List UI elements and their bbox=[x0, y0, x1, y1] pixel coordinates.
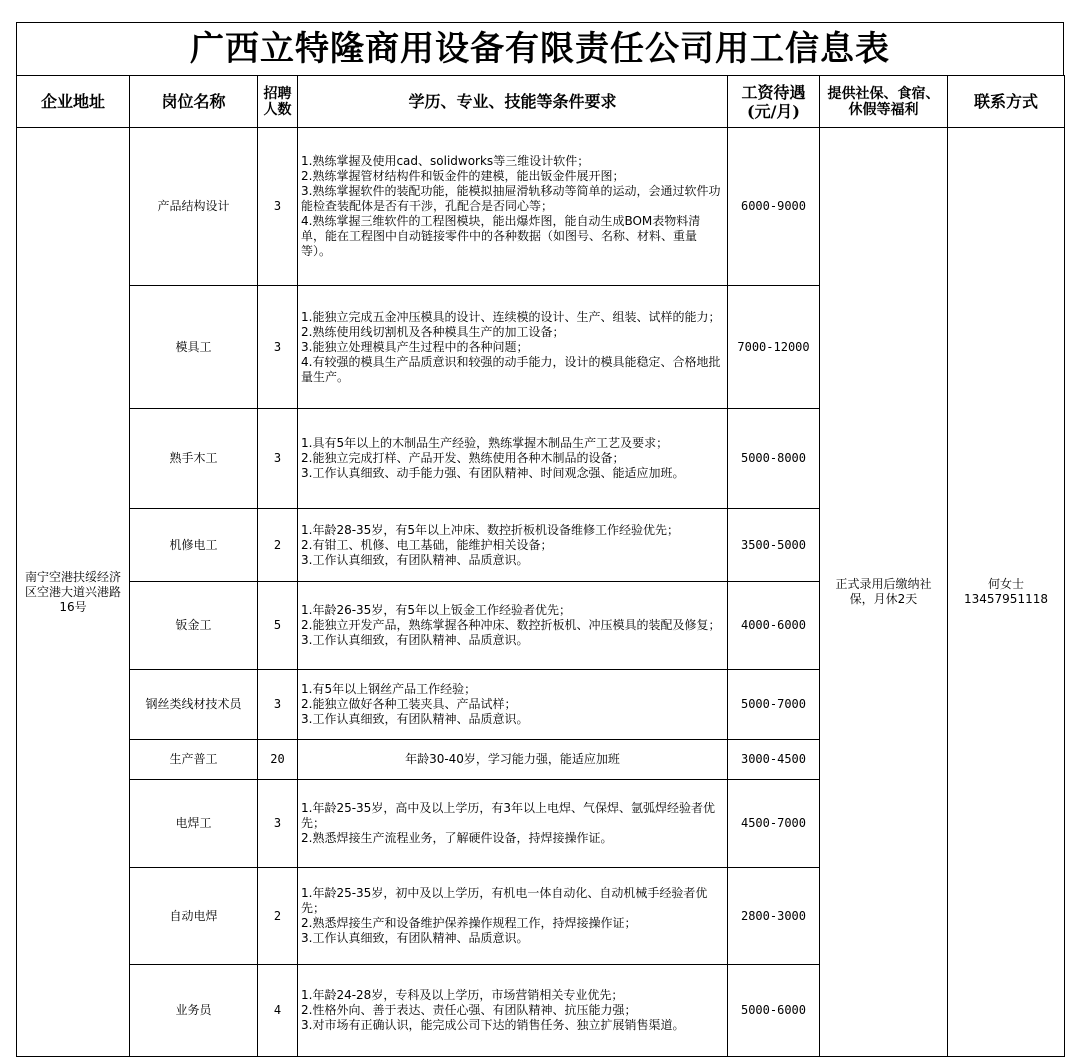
position-name: 熟手木工 bbox=[130, 409, 258, 509]
position-name: 钣金工 bbox=[130, 582, 258, 670]
job-table bbox=[16, 75, 1065, 1057]
benefits-text: 正式录用后缴纳社保，月休2天 bbox=[820, 128, 948, 1057]
header-row bbox=[17, 76, 1065, 128]
hire-count: 3 bbox=[258, 286, 298, 409]
salary-range: 4000-6000 bbox=[728, 582, 820, 670]
header-benefits: 提供社保、食宿、休假等福利 bbox=[820, 76, 948, 128]
requirements-text: 年龄30-40岁，学习能力强，能适应加班 bbox=[298, 740, 728, 780]
header-salary: 工资待遇(元/月) bbox=[728, 76, 820, 128]
header-requirements: 学历、专业、技能等条件要求 bbox=[298, 76, 728, 128]
salary-range: 3000-4500 bbox=[728, 740, 820, 780]
hire-count: 3 bbox=[258, 409, 298, 509]
salary-range: 4500-7000 bbox=[728, 780, 820, 868]
job-info-sheet bbox=[16, 22, 1064, 1057]
position-name: 自动电焊 bbox=[130, 868, 258, 965]
hire-count: 2 bbox=[258, 509, 298, 582]
header-count: 招聘人数 bbox=[258, 76, 298, 128]
requirements-text: 1.熟练掌握及使用cad、solidworks等三维设计软件； 2.熟练掌握管材结构件和钣金件的建模，能出钣金件展开图； 3.熟练掌握软件的装配功能，能模拟抽屉滑轨移动等简单的运动，会通过软件功能检查装配体是否有干涉，孔配合是否同心等； 4.熟练掌握三维软件的工程图模块，能出爆炸图，能自动生成BOM表物料清单，能在工程图中自动链接零件中的各种数据（如图号、名称、材料、重量等）。 bbox=[298, 128, 728, 286]
requirements-text: 1.年龄24-28岁，专科及以上学历，市场营销相关专业优先； 2.性格外向、善于表达、责任心强、有团队精神、抗压能力强； 3.对市场有正确认识，能完成公司下达的销售任务、独立扩展销售渠道。 bbox=[298, 965, 728, 1057]
hire-count: 4 bbox=[258, 965, 298, 1057]
requirements-text: 1.年龄25-35岁，初中及以上学历，有机电一体自动化、自动机械手经验者优先； 2.熟悉焊接生产和设备维护保养操作规程工作，持焊接操作证； 3.工作认真细致，有团队精神、品质意识。 bbox=[298, 868, 728, 965]
salary-range: 5000-7000 bbox=[728, 670, 820, 740]
hire-count: 3 bbox=[258, 780, 298, 868]
page-title: 广西立特隆商用设备有限责任公司用工信息表 bbox=[16, 22, 1064, 75]
position-name: 钢丝类线材技术员 bbox=[130, 670, 258, 740]
requirements-text: 1.年龄28-35岁，有5年以上冲床、数控折板机设备维修工作经验优先； 2.有钳工、机修、电工基础，能维护相关设备； 3.工作认真细致，有团队精神、品质意识。 bbox=[298, 509, 728, 582]
salary-range: 6000-9000 bbox=[728, 128, 820, 286]
requirements-text: 1.年龄26-35岁，有5年以上钣金工作经验者优先； 2.能独立开发产品，熟练掌握各种冲床、数控折板机、冲压模具的装配及修复； 3.工作认真细致，有团队精神、品质意识。 bbox=[298, 582, 728, 670]
salary-range: 7000-12000 bbox=[728, 286, 820, 409]
table-row bbox=[17, 128, 1065, 286]
requirements-text: 1.有5年以上钢丝产品工作经验； 2.能独立做好各种工装夹具、产品试样； 3.工作认真细致，有团队精神、品质意识。 bbox=[298, 670, 728, 740]
header-contact: 联系方式 bbox=[948, 76, 1065, 128]
position-name: 机修电工 bbox=[130, 509, 258, 582]
header-position: 岗位名称 bbox=[130, 76, 258, 128]
position-name: 生产普工 bbox=[130, 740, 258, 780]
hire-count: 5 bbox=[258, 582, 298, 670]
salary-range: 5000-6000 bbox=[728, 965, 820, 1057]
contact-info: 何女士 13457951118 bbox=[948, 128, 1065, 1057]
position-name: 电焊工 bbox=[130, 780, 258, 868]
salary-range: 3500-5000 bbox=[728, 509, 820, 582]
position-name: 业务员 bbox=[130, 965, 258, 1057]
requirements-text: 1.具有5年以上的木制品生产经验，熟练掌握木制品生产工艺及要求； 2.能独立完成打样、产品开发、熟练使用各种木制品的设备； 3.工作认真细致、动手能力强、有团队精神、时间观念强、能适应加班。 bbox=[298, 409, 728, 509]
hire-count: 3 bbox=[258, 128, 298, 286]
requirements-text: 1.年龄25-35岁，高中及以上学历，有3年以上电焊、气保焊、氩弧焊经验者优先； 2.熟悉焊接生产流程业务，了解硬件设备，持焊接操作证。 bbox=[298, 780, 728, 868]
position-name: 模具工 bbox=[130, 286, 258, 409]
salary-range: 2800-3000 bbox=[728, 868, 820, 965]
position-name: 产品结构设计 bbox=[130, 128, 258, 286]
salary-range: 5000-8000 bbox=[728, 409, 820, 509]
requirements-text: 1.能独立完成五金冲压模具的设计、连续模的设计、生产、组装、试样的能力； 2.熟练使用线切割机及各种模具生产的加工设备； 3.能独立处理模具产生过程中的各种问题； 4.有较强的模具生产品质意识和较强的动手能力，设计的模具能稳定、合格地批量生产。 bbox=[298, 286, 728, 409]
hire-count: 20 bbox=[258, 740, 298, 780]
hire-count: 2 bbox=[258, 868, 298, 965]
header-address: 企业地址 bbox=[17, 76, 130, 128]
hire-count: 3 bbox=[258, 670, 298, 740]
company-address: 南宁空港扶绥经济区空港大道兴港路16号 bbox=[17, 128, 130, 1057]
